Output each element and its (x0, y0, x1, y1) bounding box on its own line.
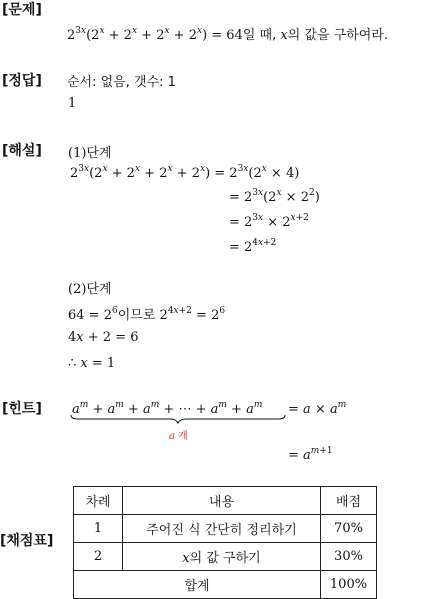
row2-points: 30% (321, 543, 377, 571)
row2-order: 2 (74, 543, 123, 571)
row1-points: 70% (321, 515, 377, 543)
scoring-label: [채점표] (0, 533, 54, 549)
answer-value: 1 (68, 96, 77, 111)
hint-count-note (169, 427, 188, 442)
answer-label: [정답] (2, 73, 42, 89)
scoring-table (73, 486, 377, 599)
hint-sum: $a^m + a^m + a^m$ + ⋯ + $a^m + a^m$ (72, 400, 263, 417)
row2-content: x의 값 구하기 (123, 543, 321, 571)
hint-result-2: = $a^{m+1}$ (288, 446, 333, 463)
hint-count-unit: 개 (178, 431, 188, 442)
solution-label: [해설] (2, 143, 42, 159)
solution-line-4: = $2^{4x+2}$ (229, 238, 277, 255)
header-points: 배점 (321, 487, 377, 515)
table-total-row (74, 571, 377, 599)
header-order: 차례 (74, 487, 123, 515)
table-header-row (74, 487, 377, 515)
therefore-symbol: ∴ (68, 356, 77, 371)
total-points: 100% (321, 571, 377, 599)
solution-step1-title: (1)단계 (68, 146, 112, 161)
solution-line-2: = $2^{3x}(2^x \times 2^2)$ (229, 188, 320, 205)
problem-label: [문제] (2, 2, 42, 18)
solution-line-7: ∴ x = 1 (68, 356, 116, 371)
row1-content: 주어진 식 간단히 정리하기 (123, 515, 321, 543)
header-content: 내용 (123, 487, 321, 515)
solution-line-6: 4x + 2 = 6 (68, 330, 139, 345)
hint-count-var: a (169, 431, 175, 442)
answer-info: 순서: 없음, 갯수: 1 (67, 75, 176, 90)
solution-line-5: $64 = 2^6$이므로 $2^{4x+2} = 2^6$ (68, 306, 226, 323)
row1-order: 1 (74, 515, 123, 543)
problem-statement: $2^{3x}(2^x + 2^x + 2^x + 2^x) = 64$일 때, x의 값을 구하여라. (67, 26, 389, 43)
table-row (74, 543, 377, 571)
problem-suffix-2: 의 값을 구하여라. (287, 28, 389, 43)
hint-label: [힌트] (2, 401, 42, 417)
row2-content-suffix: 의 값 구하기 (189, 551, 261, 566)
solution-line-1: $2^{3x}(2^x + 2^x + 2^x + 2^x) = 2^{3x}(2^x \times 4)$ (70, 164, 300, 181)
problem-suffix-1: 일 때, (242, 28, 277, 43)
solution-step2-title: (2)단계 (68, 282, 112, 297)
table-row (74, 515, 377, 543)
solution-step2-kor: 이므로 (117, 308, 156, 323)
solution-line-3: = $2^{3x} \times 2^{x+2}$ (229, 213, 309, 230)
hint-result-1: = $a \times a^m$ (288, 400, 347, 417)
total-label: 합계 (74, 571, 321, 599)
underbrace (70, 414, 286, 424)
